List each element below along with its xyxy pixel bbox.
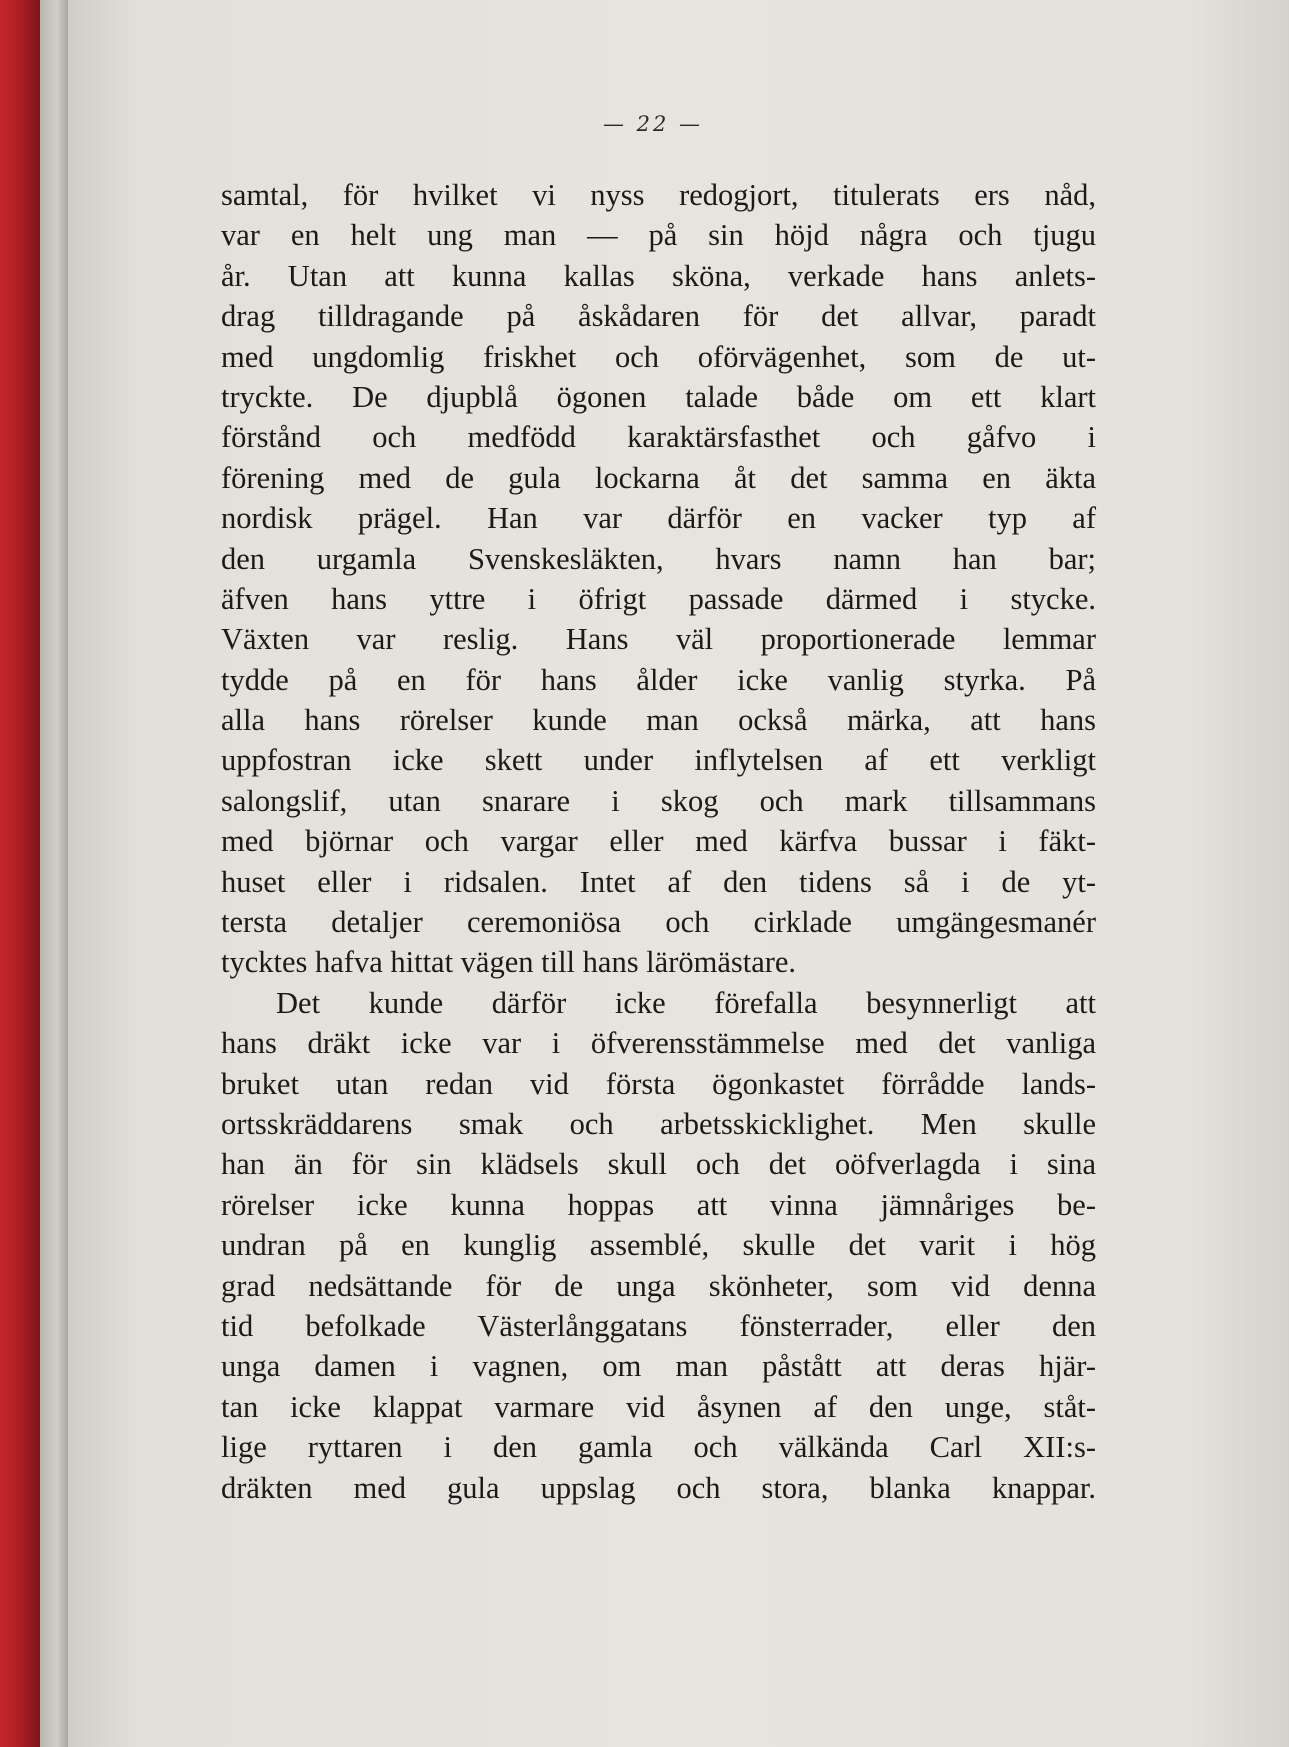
page-body [221,175,1096,1508]
text-line: hans dräkt icke var i öfverensstämmelse med det vanliga [221,1026,1096,1061]
text-line: med ungdomlig friskhet och oförvägenhet, som de ut- [221,339,1096,374]
text-line: samtal, för hvilket vi nyss redogjort, titulerats ers nåd, [221,178,1096,212]
text-line: tan icke klappat varmare vid åsynen af den unge, ståt- [221,1389,1096,1424]
text-line: bruket utan redan vid första ögonkastet förrådde lands- [221,1066,1096,1101]
text-line: dräkten med gula uppslag och stora, blanka knappar. [221,1470,1096,1505]
text-line: tersta detaljer ceremoniösa och cirklade umgängesmanér [221,905,1096,940]
text-line: salongslif, utan snarare i skog och mark tillsammans [221,783,1096,818]
text-line: tid befolkade Västerlånggatans fönsterrader, eller den [221,1308,1096,1343]
text-line: år. Utan att kunna kallas sköna, verkade hans anlets- [221,258,1096,293]
text-line: var en helt ung man — på sin höjd några och tjugu [221,218,1096,253]
text-line: uppfostran icke skett under inflytelsen af ett verkligt [221,743,1096,778]
text-line: drag tilldragande på åskådaren för det allvar, paradt [221,299,1096,334]
text-line: tycktes hafva hittat vägen till hans lärömästare. [221,945,797,980]
text-line: lige ryttaren i den gamla och välkända Carl XII:s- [221,1430,1096,1465]
text-line: grad nedsättande för de unga skönheter, som vid denna [221,1268,1096,1303]
text-line: alla hans rörelser kunde man också märka, att hans [221,703,1096,738]
text-line: ortsskräddarens smak och arbetsskicklighet. Men skulle [221,1106,1096,1141]
text-line: han än för sin klädsels skull och det oöfverlagda i sina [221,1147,1096,1182]
book-cover-edge [0,0,40,1747]
text-line: äfven hans yttre i öfrigt passade därmed i stycke. [221,581,1096,616]
text-line: huset eller i ridsalen. Intet af den tidens så i de yt- [221,864,1096,899]
text-line: förening med de gula lockarna åt det samma en äkta [221,460,1096,495]
page-number: — 22 — [602,112,704,136]
text-line: rörelser icke kunna hoppas att vinna jämnåriges be- [221,1187,1096,1222]
text-line: unga damen i vagnen, om man påstått att deras hjär- [221,1349,1096,1384]
facing-page-edge [40,0,69,1747]
text-line: undran på en kunglig assemblé, skulle det varit i hög [221,1228,1096,1263]
paragraph [221,983,1096,1508]
text-line: förstånd och medfödd karaktärsfasthet och gåfvo i [221,420,1096,455]
text-line: Växten var reslig. Hans väl proportionerade lemmar [221,622,1096,657]
text-line: med björnar och vargar eller med kärfva bussar i fäkt- [221,824,1096,859]
text-line: tryckte. De djupblå ögonen talade både om ett klart [221,379,1096,414]
text-line: tydde på en för hans ålder icke vanlig styrka. På [221,662,1096,697]
text-line: den urgamla Svenskesläkten, hvars namn han bar; [221,541,1096,576]
paragraph [221,175,1096,983]
text-line: Det kunde därför icke förefalla besynnerligt att [276,985,1096,1020]
text-line: nordisk prägel. Han var därför en vacker typ af [221,501,1096,536]
